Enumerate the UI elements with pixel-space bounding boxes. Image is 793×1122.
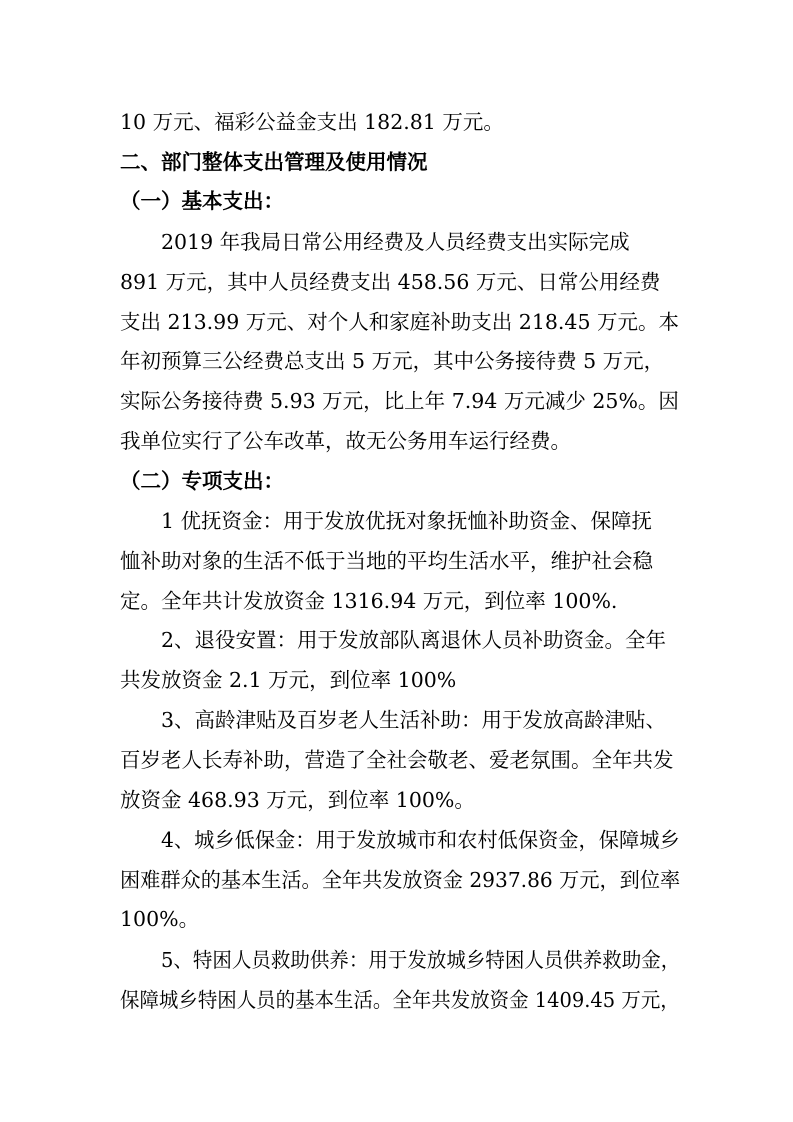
item-1-line-2: 恤补助对象的生活不低于当地的平均生活水平，维护社会稳 <box>120 549 653 573</box>
paragraph-basic-line-6: 我单位实行了公车改革，故无公务用车运行经费。 <box>120 429 571 453</box>
item-4-line-3: 100%。 <box>120 907 200 931</box>
paragraph-basic-line-3: 支出 213.99 万元、对个人和家庭补助支出 218.45 万元。本 <box>120 310 680 334</box>
item-5-line-2: 保障城乡特困人员的基本生活。全年共发放资金 1409.45 万元， <box>120 988 680 1012</box>
item-2-line-1: 2、退役安置：用于发放部队离退休人员补助资金。全年 <box>161 628 667 652</box>
item-5-line-1: 5、特困人员救助供养：用于发放城乡特困人员供养救助金， <box>161 948 681 972</box>
subsection-heading-basic: （一）基本支出： <box>120 189 284 213</box>
subsection-heading-special: （二）专项支出： <box>120 469 284 493</box>
item-1-line-3: 定。全年共计发放资金 1316.94 万元，到位率 100%. <box>120 589 618 613</box>
paragraph-basic-line-5: 实际公务接待费 5.93 万元，比上年 7.94 万元减少 25%。因 <box>120 389 679 413</box>
paragraph-basic-line-2: 891 万元，其中人员经费支出 458.56 万元、日常公用经费 <box>120 270 661 294</box>
item-3-line-1: 3、高龄津贴及百岁老人生活补助：用于发放高龄津贴、 <box>161 708 667 732</box>
paragraph-basic-line-4: 年初预算三公经费总支出 5 万元，其中公务接待费 5 万元， <box>120 349 665 373</box>
item-4-line-2: 困难群众的基本生活。全年共发放资金 2937.86 万元，到位率 <box>120 868 681 892</box>
item-1-line-1: 1 优抚资金：用于发放优抚对象抚恤补助资金、保障抚 <box>161 509 653 533</box>
item-3-line-2: 百岁老人长寿补助，营造了全社会敬老、爱老氛围。全年共发 <box>120 748 674 772</box>
text-line-1: 10 万元、福彩公益金支出 182.81 万元。 <box>120 110 504 134</box>
item-4-line-1: 4、城乡低保金：用于发放城市和农村低保资金，保障城乡 <box>161 828 680 852</box>
item-2-line-2: 共发放资金 2.1 万元，到位率 100% <box>120 668 457 692</box>
section-heading-2: 二、部门整体支出管理及使用情况 <box>120 150 428 174</box>
paragraph-basic-line-1: 2019 年我局日常公用经费及人员经费支出实际完成 <box>161 230 630 254</box>
item-3-line-3: 放资金 468.93 万元，到位率 100%。 <box>120 788 475 812</box>
